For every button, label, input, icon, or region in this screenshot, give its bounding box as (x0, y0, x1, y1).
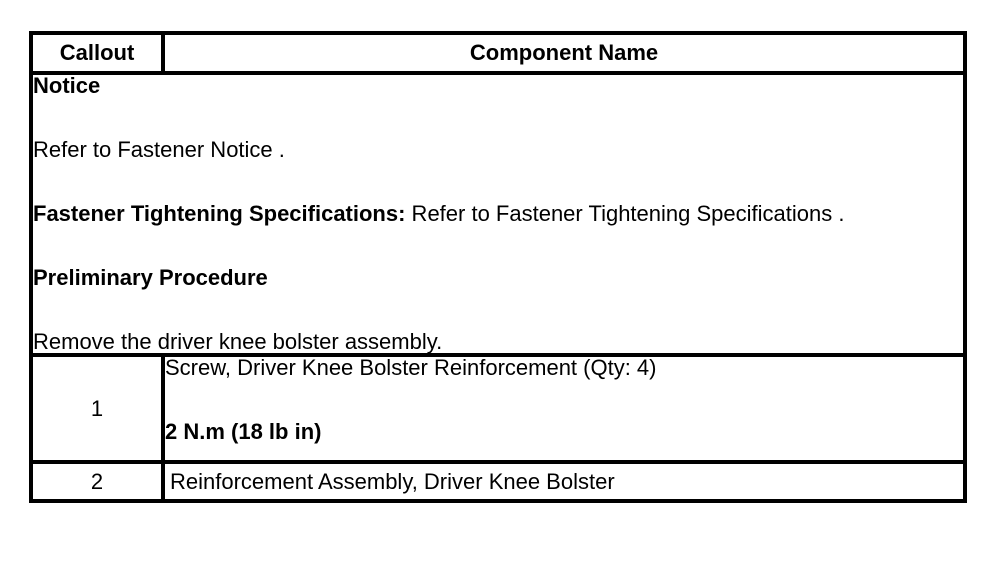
torque-spec: 2 N.m (18 lb in) (165, 419, 322, 444)
notice-text: Refer to Fastener Notice . (33, 137, 285, 162)
component-table (29, 31, 967, 503)
component-name-header: Component Name (163, 33, 965, 73)
table-row (31, 462, 965, 501)
callout-cell: 1 (31, 355, 163, 462)
notice-cell (31, 73, 965, 355)
callout-header: Callout (31, 33, 163, 73)
component-name: Reinforcement Assembly, Driver Knee Bolster (163, 462, 965, 501)
callout-cell: 2 (31, 462, 163, 501)
notice-row (31, 73, 965, 355)
spec-label: Fastener Tightening Specifications: (33, 201, 406, 226)
spec-text: Refer to Fastener Tightening Specifications . (405, 201, 845, 226)
notice-title: Notice (33, 73, 101, 98)
preliminary-text: Remove the driver knee bolster assembly. (33, 329, 443, 354)
component-name: Screw, Driver Knee Bolster Reinforcement (Qty: 4) (165, 355, 657, 380)
header-row (31, 33, 965, 73)
spec-line (33, 203, 963, 225)
table-row (31, 355, 965, 462)
preliminary-title: Preliminary Procedure (33, 265, 268, 290)
component-cell (163, 355, 965, 462)
